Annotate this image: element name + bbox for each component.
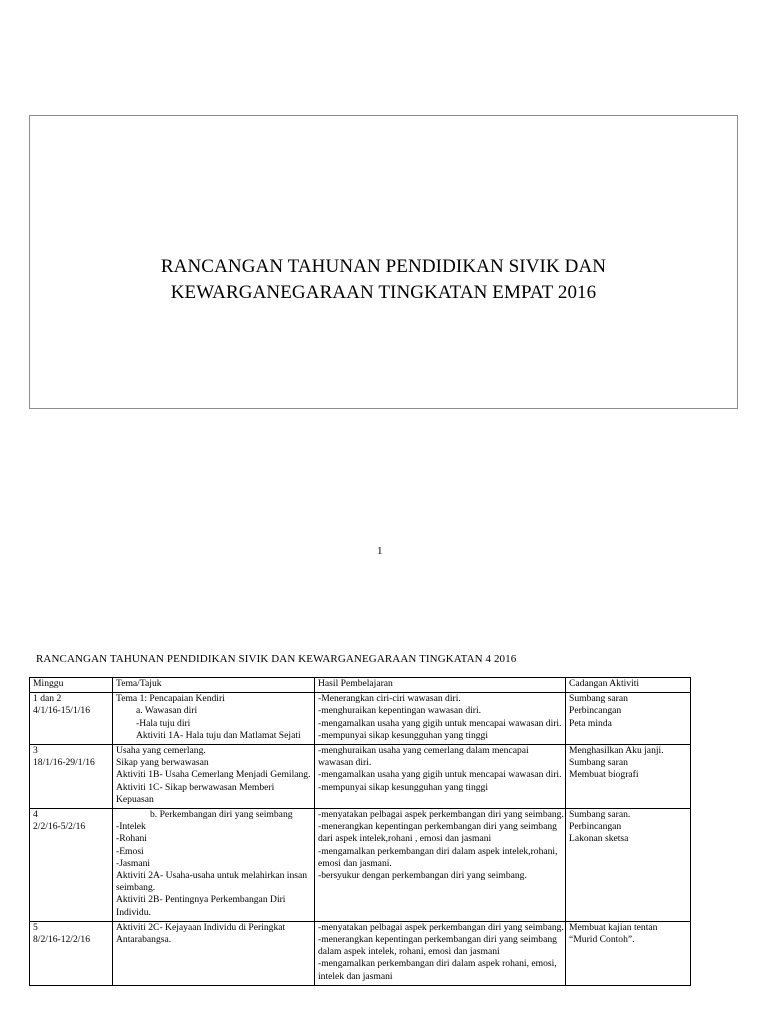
theme-line: Aktiviti 1B- Usaha Cemerlang Menjadi Gemilang. xyxy=(116,769,311,781)
week-dates: 8/2/16-12/2/16 xyxy=(33,934,91,946)
cell-hasil xyxy=(315,693,566,745)
week-dates: 18/1/16-29/1/16 xyxy=(33,757,95,769)
theme-line: -Rohani xyxy=(116,833,147,845)
activity-line: Membuat kajian tentan xyxy=(569,921,658,933)
header-tema-tajuk: Tema/Tajuk xyxy=(113,678,315,693)
activity-line: Menghasilkan Aku janji. xyxy=(569,745,664,757)
theme-line: -Hala tuju diri xyxy=(136,717,191,729)
cell-aktiviti xyxy=(566,921,691,985)
week-number: 3 xyxy=(33,745,38,757)
outcome-line: -Menerangkan ciri-ciri wawasan diri. xyxy=(318,693,461,705)
week-dates: 4/1/16-15/1/16 xyxy=(33,705,91,717)
activity-line: Peta minda xyxy=(569,717,612,729)
cover-title-line-2: KEWARGANEGARAAN TINGKATAN EMPAT 2016 xyxy=(170,282,597,303)
cell-aktiviti xyxy=(566,693,691,745)
theme-line: Tema 1: Pencapaian Kendiri xyxy=(116,693,225,705)
cell-tema xyxy=(113,809,315,922)
theme-line: Aktiviti 2B- Pentingnya Perkembangan Diri Individu. xyxy=(116,894,286,918)
theme-line: -Jasmani xyxy=(116,857,151,869)
outcome-line: -mengamalkan usaha yang gigih untuk mencapai wawasan diri. xyxy=(318,769,562,781)
activity-line: Membuat biografi xyxy=(569,769,639,781)
activity-line: Sumbang saran xyxy=(569,693,628,705)
cell-minggu xyxy=(30,745,113,809)
header-cadangan-aktiviti: Cadangan Aktiviti xyxy=(566,678,691,693)
document-heading: RANCANGAN TAHUNAN PENDIDIKAN SIVIK DAN KEWARGANEGARAAN TINGKATAN 4 2016 xyxy=(36,653,517,665)
outcome-line: -mempunyai sikap kesungguhan yang tinggi xyxy=(318,781,488,793)
activity-line: “Murid Contoh”. xyxy=(569,934,635,946)
theme-line: Aktiviti 1C- Sikap berwawasan Memberi Kepuasan xyxy=(116,781,275,805)
cell-minggu xyxy=(30,693,113,745)
theme-line: Aktiviti 2A- Usaha-usaha untuk melahirkan insan seimbang. xyxy=(116,870,308,894)
cover-box xyxy=(29,115,738,409)
week-number: 1 dan 2 xyxy=(33,693,62,705)
activity-line: Perbincangan xyxy=(569,821,622,833)
theme-line: a. Wawasan diri xyxy=(136,705,198,717)
table-row xyxy=(30,921,691,985)
outcome-line: -menghuraikan usaha yang cemerlang dalam mencapai wawasan diri. xyxy=(318,745,529,769)
activity-line: Perbincangan xyxy=(569,705,622,717)
header-minggu: Minggu xyxy=(30,678,113,693)
outcome-line: -mengamalkan perkembangan diri dalam aspek intelek,rohani, emosi dan jasmani. xyxy=(318,845,558,869)
outcome-line: -mengamalkan usaha yang gigih untuk mencapai wawasan diri. xyxy=(318,717,562,729)
outcome-line: -menyatakan pelbagai aspek perkembangan diri yang seimbang. xyxy=(318,809,564,821)
outcome-line: -mengamalkan perkembangan diri dalam aspek rohani, emosi, intelek dan jasmani xyxy=(318,958,557,982)
cell-hasil xyxy=(315,745,566,809)
header-hasil-pembelajaran: Hasil Pembelajaran xyxy=(315,678,566,693)
table-header-row xyxy=(30,678,691,693)
cell-tema xyxy=(113,693,315,745)
theme-line: Sikap yang berwawasan xyxy=(116,757,209,769)
cell-aktiviti xyxy=(566,745,691,809)
theme-line: -Emosi xyxy=(116,845,144,857)
outcome-line: -menghuraikan kepentingan wawasan diri. xyxy=(318,705,482,717)
cell-minggu xyxy=(30,809,113,922)
week-number: 5 xyxy=(33,921,38,933)
cell-tema xyxy=(113,921,315,985)
activity-line: Sumbang saran xyxy=(569,757,628,769)
cell-aktiviti xyxy=(566,809,691,922)
theme-line: b. Perkembangan diri yang seimbang xyxy=(150,809,293,821)
week-dates: 2/2/16-5/2/16 xyxy=(33,821,86,833)
activity-line: Lakonan sketsa xyxy=(569,833,629,845)
table-row xyxy=(30,693,691,745)
outcome-line: -menyatakan pelbagai aspek perkembangan diri yang seimbang. xyxy=(318,921,564,933)
cover-title xyxy=(30,254,737,306)
outcome-line: -menerangkan kepentingan perkembangan diri yang seimbang dalam aspek intelek, rohani, emosi dan jasmani xyxy=(318,934,557,958)
theme-line: Aktiviti 1A- Hala tuju dan Matlamat Sejati xyxy=(136,729,301,741)
cell-minggu xyxy=(30,921,113,985)
cell-hasil xyxy=(315,921,566,985)
theme-line: Aktiviti 2C- Kejayaan Individu di Peringkat Antarabangsa. xyxy=(116,921,286,946)
page-number: 1 xyxy=(377,545,383,557)
outcome-line: -menerangkan kepentingan perkembangan diri yang seimbang dari aspek intelek,rohani , emosi dan jasmani xyxy=(318,821,557,845)
outcome-line: -bersyukur dengan perkembangan diri yang seimbang. xyxy=(318,870,527,882)
table-row xyxy=(30,745,691,809)
cell-hasil xyxy=(315,809,566,922)
activity-line: Sumbang saran. xyxy=(569,809,631,821)
outcome-line: -mempunyai sikap kesungguhan yang tinggi xyxy=(318,729,488,741)
yearly-plan-table xyxy=(29,677,691,986)
cover-title-line-1: RANCANGAN TAHUNAN PENDIDIKAN SIVIK DAN xyxy=(160,256,607,277)
theme-line: -Intelek xyxy=(116,821,146,833)
cell-tema xyxy=(113,745,315,809)
week-number: 4 xyxy=(33,809,38,821)
theme-line: Usaha yang cemerlang. xyxy=(116,745,206,757)
table-row xyxy=(30,809,691,922)
